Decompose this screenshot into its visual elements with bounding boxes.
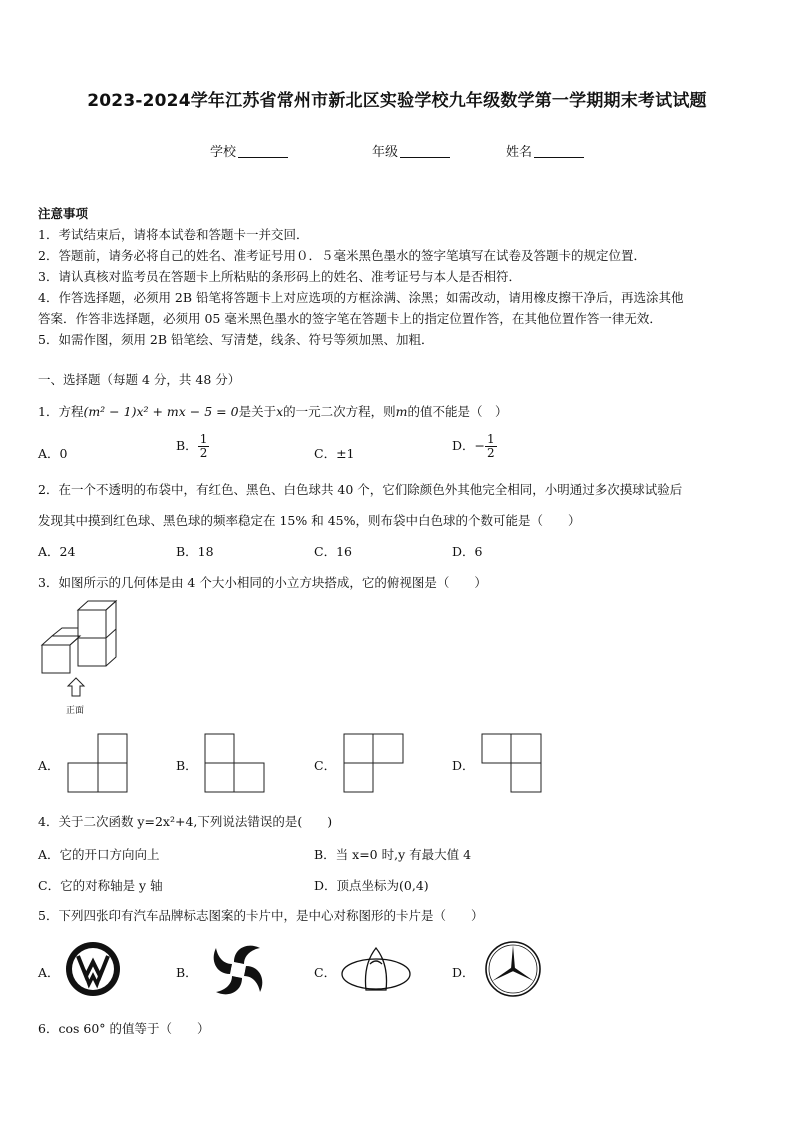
q3-option-c-figure[interactable] (344, 734, 404, 794)
q4-option-d[interactable]: D．顶点坐标为(0,4) (314, 878, 429, 893)
page-title: 2023-2024学年江苏省常州市新北区实验学校九年级数学第一学期期末考试试题 (87, 91, 707, 111)
question-2-line-1: 2．在一个不透明的布袋中，有红色、黑色、白色球共 40 个，它们除颜色外其他完全相同，小明通过多次摸球试验后 (38, 482, 683, 497)
q3-option-b[interactable]: B． (176, 758, 198, 773)
name-label: 姓名 (506, 145, 533, 160)
emblem-logo-icon[interactable] (340, 944, 412, 994)
notice-item: 4．作答选择题，必须用 2B 铅笔将答题卡上对应选项的方框涂满、涂黑；如需改动，请用橡皮擦干净后，再选涂其他 (38, 290, 684, 305)
q5-option-a[interactable]: A． (38, 965, 60, 980)
swirl-logo-icon[interactable] (208, 940, 268, 1000)
name-blank[interactable] (534, 144, 584, 158)
grade-blank[interactable] (400, 144, 450, 158)
grade-field (372, 141, 450, 160)
notice-item: 1．考试结束后，请将本试卷和答题卡一并交回． (38, 227, 309, 242)
notice-item: 5．如需作图，须用 2B 铅笔绘、写清楚，线条、符号等须加黑、加粗． (38, 332, 434, 347)
section-heading: 一、选择题（每题 4 分，共 48 分） (38, 372, 241, 387)
q4-option-c[interactable]: C．它的对称轴是 y 轴 (38, 878, 163, 893)
cube-stack-figure (40, 600, 120, 700)
q1-option-a[interactable]: A．0 (38, 446, 68, 461)
notice-item: 3．请认真核对监考员在答题卡上所粘贴的条形码上的姓名、准考证号与本人是否相符． (38, 269, 521, 284)
notice-item: 答案．作答非选择题，必须用 05 毫米黑色墨水的签字笔在答题卡上的指定位置作答，在其他位置作答一律无效． (38, 311, 662, 326)
fraction: $\frac{1}{2}$ (487, 432, 495, 460)
q2-option-d[interactable]: D．6 (452, 544, 483, 559)
q2-option-a[interactable]: A．24 (38, 544, 76, 559)
question-4: 4．关于二次函数 y=2x²+4,下列说法错误的是( ) (38, 814, 333, 829)
q5-option-c[interactable]: C． (314, 965, 337, 980)
q1-equation: (m² − 1)x² + mx − 5 = 0 (83, 404, 239, 419)
school-label: 学校 (210, 145, 237, 160)
question-2-line-2: 发现其中摸到红色球、黑色球的频率稳定在 15% 和 45%，则布袋中白色球的个数可能是（ ） (38, 513, 581, 528)
q3-option-d[interactable]: D． (452, 758, 475, 773)
q1-option-b[interactable]: B． $\frac{1}{2}$ (176, 432, 208, 460)
question-5: 5．下列四张印有汽车品牌标志图案的卡片中，是中心对称图形的卡片是（ ） (38, 908, 484, 923)
question-3: 3．如图所示的几何体是由 4 个大小相同的小立方块搭成，它的俯视图是（ ） (38, 575, 487, 590)
q3-option-d-figure[interactable] (482, 734, 542, 794)
mercedes-logo-icon[interactable] (484, 940, 542, 998)
name-field (506, 141, 584, 160)
grade-label: 年级 (372, 145, 399, 160)
q2-option-c[interactable]: C．16 (314, 544, 352, 559)
q5-option-b[interactable]: B． (176, 965, 198, 980)
q4-option-b[interactable]: B．当 x=0 时,y 有最大值 4 (314, 847, 472, 862)
q3-option-c[interactable]: C． (314, 758, 337, 773)
q1-option-c[interactable]: C．±1 (314, 446, 355, 461)
q3-option-a-figure[interactable] (68, 734, 128, 794)
q1-option-d[interactable]: D．− $\frac{1}{2}$ (452, 432, 495, 460)
volkswagen-logo-icon[interactable] (64, 940, 122, 998)
fraction: $\frac{1}{2}$ (199, 432, 208, 460)
q4-option-a[interactable]: A．它的开口方向向上 (38, 847, 160, 862)
question-6: 6．cos 60° 的值等于（ ） (38, 1021, 210, 1036)
school-blank[interactable] (238, 144, 288, 158)
q2-option-b[interactable]: B．18 (176, 544, 214, 559)
notice-item: 2．答题前，请务必将自己的姓名、准考证号用０．５毫米黑色墨水的签字笔填写在试卷及答题卡的规定位置． (38, 248, 646, 263)
question-1: 1．方程(m² − 1)x² + mx − 5 = 0是关于x的一元二次方程，则m的值不能是（ ） (38, 404, 508, 419)
q5-option-d[interactable]: D． (452, 965, 475, 980)
q3-option-a[interactable]: A． (38, 758, 60, 773)
figure-caption: 正面 (66, 706, 85, 716)
q3-option-b-figure[interactable] (205, 734, 265, 794)
school-field (210, 141, 288, 160)
notice-heading: 注意事项 (38, 206, 89, 221)
